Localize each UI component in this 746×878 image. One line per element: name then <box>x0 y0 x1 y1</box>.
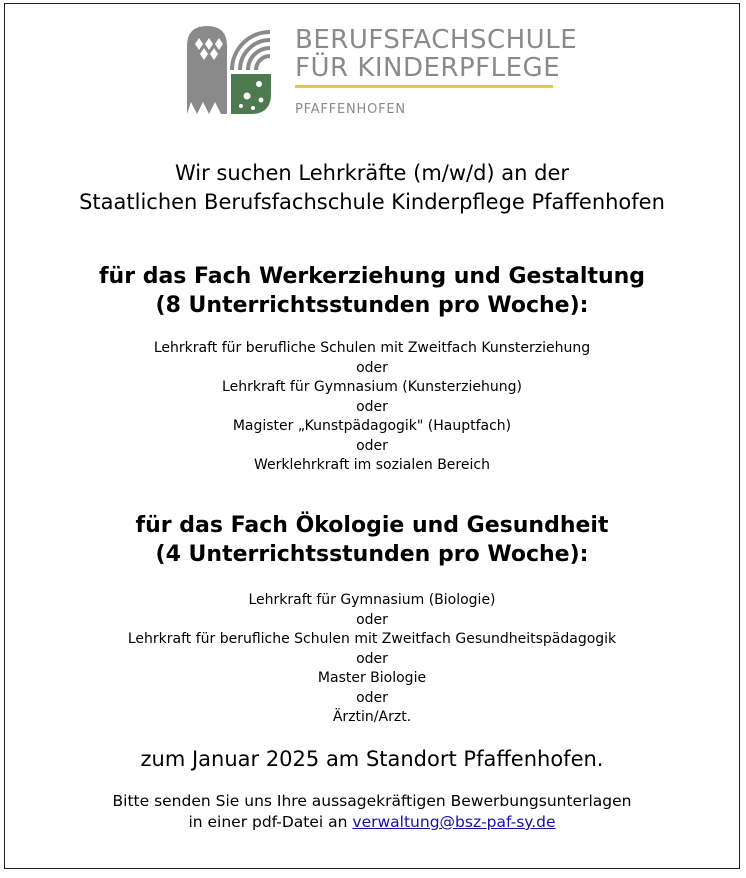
subject-hours: (8 Unterrichtsstunden pro Woche): <box>155 293 589 318</box>
subject-heading-werkerziehung <box>4 262 740 320</box>
school-name-line1: BERUFSFACHSCHULE <box>295 25 578 55</box>
or-separator: oder <box>356 359 388 376</box>
contact-line2 <box>4 812 740 833</box>
or-separator: oder <box>356 611 388 628</box>
qualification-item: Lehrkraft für Gymnasium (Biologie) <box>248 592 496 608</box>
school-name-line2: FÜR KINDERPFLEGE <box>295 53 561 83</box>
qualification-item: Werklehrkraft im sozialen Bereich <box>254 457 490 473</box>
subject-title: für das Fach Ökologie und Gesundheit <box>135 513 609 538</box>
intro-text <box>4 159 740 217</box>
contact-line1: Bitte senden Sie uns Ihre aussagekräftigen Bewerbungsunterlagen <box>112 792 632 810</box>
qualification-list-oekologie <box>4 591 740 728</box>
subject-title: für das Fach Werkerziehung und Gestaltung <box>98 264 646 289</box>
intro-line1: Wir suchen Lehrkräfte (m/w/d) an der <box>174 161 570 185</box>
intro-line2: Staatlichen Berufsfachschule Kinderpflege Pfaffenhofen <box>79 190 665 214</box>
qualification-item: Lehrkraft für Gymnasium (Kunsterziehung) <box>222 379 522 395</box>
qualification-list-werkerziehung <box>4 339 740 476</box>
or-separator: oder <box>356 650 388 667</box>
email-link[interactable]: verwaltung@bsz-paf-sy.de <box>352 813 556 831</box>
qualification-item: Master Biologie <box>317 670 427 686</box>
qualification-item: Lehrkraft für berufliche Schulen mit Zweitfach Gesundheitspädagogik <box>127 631 617 647</box>
qualification-item: Lehrkraft für berufliche Schulen mit Zweitfach Kunsterziehung <box>153 340 591 356</box>
subject-hours: (4 Unterrichtsstunden pro Woche): <box>155 542 589 567</box>
school-town: PFAFFENHOFEN <box>295 102 406 117</box>
or-separator: oder <box>356 398 388 415</box>
or-separator: oder <box>356 437 388 454</box>
logo-divider <box>295 85 553 88</box>
start-date-text: zum Januar 2025 am Standort Pfaffenhofen. <box>140 747 604 771</box>
contact-text <box>4 791 740 833</box>
qualification-item: Magister „Kunstpädagogik" (Hauptfach) <box>232 418 512 434</box>
school-name <box>295 26 577 82</box>
subject-heading-oekologie <box>4 511 740 569</box>
qualification-item: Ärztin/Arzt. <box>332 709 412 725</box>
or-separator: oder <box>356 689 388 706</box>
contact-prefix: in einer pdf-Datei an <box>188 813 353 831</box>
school-logo <box>185 24 578 120</box>
school-emblem-icon <box>185 24 273 116</box>
